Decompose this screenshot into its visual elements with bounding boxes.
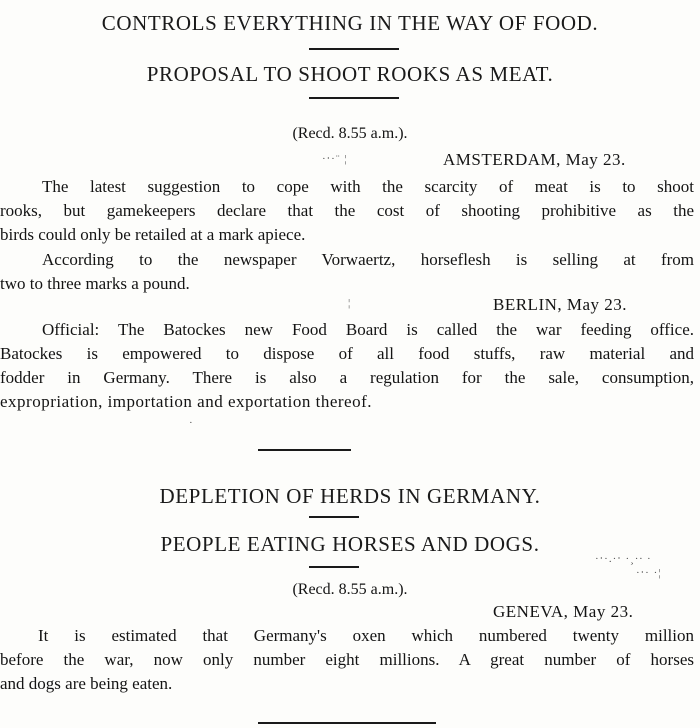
print-speck: ·: [189, 417, 194, 429]
headline-divider: [309, 516, 359, 518]
article1-dateline-amsterdam: AMSTERDAM, May 23.: [443, 150, 626, 169]
article1-para1-line2: rooks, but gamekeepers declare that the cost of shooting prohibitive as the: [0, 201, 694, 220]
article2-para1-line3: and dogs are being eaten.: [0, 674, 173, 693]
print-speck: ·‧·.·‧ ·¸·∙ ·: [595, 553, 652, 565]
headline-divider: [309, 48, 399, 50]
headline-divider: [309, 566, 359, 568]
article1-para3-line4: expropriation, importation and exportation thereof.: [0, 392, 373, 411]
article2-headline-main: DEPLETION OF HERDS IN GERMANY.: [159, 484, 541, 508]
article1-para2-line2: two to three marks a pound.: [0, 274, 190, 293]
headline-divider: [309, 97, 399, 99]
article1-headline-sub: PROPOSAL TO SHOOT ROOKS AS MEAT.: [146, 62, 554, 86]
article1-para3-line3: fodder in Germany. There is also a regulation for the sale, consumption,: [0, 368, 694, 387]
print-speck: ·‧· ·¦: [636, 567, 662, 579]
article2-para1-line2: before the war, now only number eight millions. A great number of horses: [0, 650, 694, 669]
article1-dateline-berlin: BERLIN, May 23.: [493, 295, 628, 314]
print-speck: ·‧·¨ ¦: [322, 153, 348, 165]
print-speck: ¦: [348, 297, 352, 309]
article2-headline-sub: PEOPLE EATING HORSES AND DOGS.: [160, 532, 540, 556]
article2-para1-line1: It is estimated that Germany's oxen which numbered twenty million: [38, 626, 694, 645]
article1-para1-line1: The latest suggestion to cope with the scarcity of meat is to shoot: [42, 177, 694, 196]
article-separator-rule: [258, 722, 436, 724]
article1-para1-line3: birds could only be retailed at a mark apiece.: [0, 225, 306, 244]
article2-received-time: (Recd. 8.55 a.m.).: [292, 581, 408, 598]
article1-para2-line1: According to the newspaper Vorwaertz, horseflesh is selling at from: [42, 250, 694, 269]
article-separator-rule: [258, 449, 351, 451]
article1-para3-line1: Official: The Batockes new Food Board is called the war feeding office.: [42, 320, 694, 339]
article1-headline-main: CONTROLS EVERYTHING IN THE WAY OF FOOD.: [101, 11, 599, 35]
article2-dateline-geneva: GENEVA, May 23.: [493, 602, 634, 621]
article1-received-time: (Recd. 8.55 a.m.).: [292, 125, 408, 142]
article1-para3-line2: Batockes is empowered to dispose of all food stuffs, raw material and: [0, 344, 694, 363]
